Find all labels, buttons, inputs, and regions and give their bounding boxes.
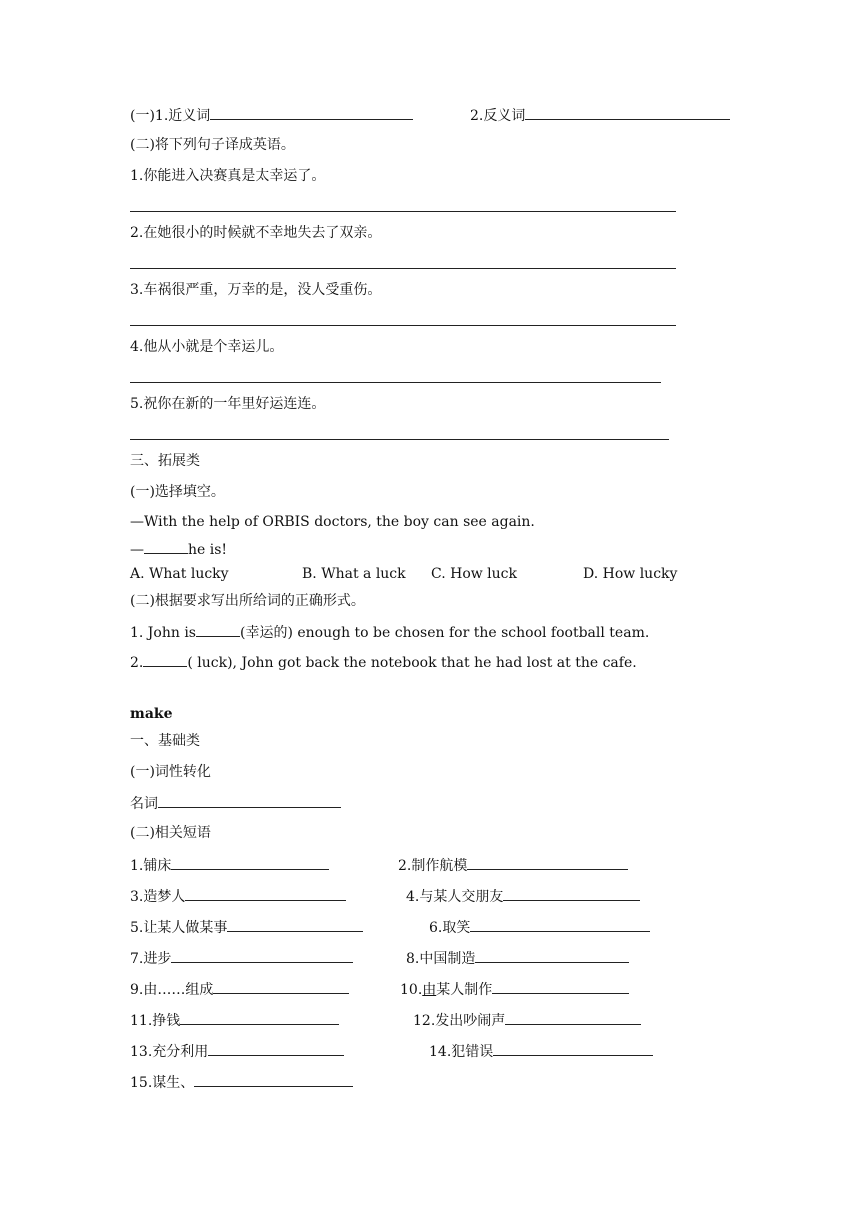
option-d[interactable]: D. How lucky [583, 566, 678, 582]
answer-line-1[interactable] [130, 211, 676, 212]
antonym-row [470, 106, 730, 124]
synonym-label: (一)1.近义词 [130, 108, 211, 124]
phrase-12 [413, 1011, 641, 1029]
phrase-4 [406, 887, 640, 905]
phrase-label: 7.进步 [130, 951, 172, 967]
phrase-10 [400, 980, 629, 998]
word-form-heading: (二)根据要求写出所给词的正确形式。 [130, 593, 365, 609]
phrase-label: 11.挣钱 [130, 1013, 181, 1029]
phrase-blank[interactable] [475, 949, 629, 963]
q1-suffix: (幸运的) enough to be chosen for the school football team. [240, 625, 650, 641]
phrase-13 [130, 1042, 344, 1060]
phrase-label: 14.犯错误 [429, 1044, 494, 1060]
option-a[interactable]: A. What lucky [130, 566, 229, 582]
phrase-label: 13.充分利用 [130, 1044, 209, 1060]
antonym-label: 2.反义词 [470, 108, 526, 124]
phrase-label: 15.谋生、 [130, 1075, 195, 1091]
option-c[interactable]: C. How luck [431, 566, 518, 582]
dialog-suffix: he is! [188, 542, 228, 558]
phrase-blank[interactable] [171, 856, 329, 870]
phrase-label: 6.取笑 [429, 920, 471, 936]
word-form-q2 [130, 653, 637, 671]
answer-line-5[interactable] [130, 439, 669, 440]
noun-row [130, 794, 341, 812]
phrase-label: 12.发出吵闹声 [413, 1013, 506, 1029]
phrase-blank[interactable] [505, 1011, 641, 1025]
phrase-10-underlined: 由 [422, 982, 437, 998]
phrase-10-rest: 某人制作 [436, 982, 493, 998]
phrase-blank[interactable] [470, 918, 650, 932]
phrase-label: 8.中国制造 [406, 951, 476, 967]
phrases-heading: (二)相关短语 [130, 825, 211, 841]
noun-blank[interactable] [158, 794, 341, 808]
dialog-blank[interactable] [144, 540, 188, 554]
phrase-blank[interactable] [171, 949, 353, 963]
phrase-blank[interactable] [227, 918, 363, 932]
make-basic-heading: 一、基础类 [130, 733, 200, 749]
phrase-blank[interactable] [185, 887, 346, 901]
phrase-blank[interactable] [208, 1042, 344, 1056]
dialog-dash: — [130, 542, 144, 558]
phrase-1 [130, 856, 329, 874]
answer-line-2[interactable] [130, 268, 676, 269]
phrase-label: 2.制作航模 [398, 858, 468, 874]
choice-heading: (一)选择填空。 [130, 484, 225, 500]
synonym-blank[interactable] [210, 106, 413, 120]
answer-line-4[interactable] [130, 382, 661, 383]
phrase-blank[interactable] [467, 856, 628, 870]
phrase-blank[interactable] [503, 887, 640, 901]
q2-prefix: 2. [130, 655, 144, 671]
phrase-3 [130, 887, 346, 905]
make-title: make [130, 706, 173, 722]
word-form-q1 [130, 623, 649, 641]
phrase-blank[interactable] [493, 1042, 653, 1056]
phrase-label: 5.让某人做某事 [130, 920, 228, 936]
phrase-label: 9.由……组成 [130, 982, 214, 998]
phrase-7 [130, 949, 353, 967]
phrase-11 [130, 1011, 339, 1029]
synonym-row [130, 106, 413, 124]
translate-sentence-4: 4.他从小就是个幸运儿。 [130, 339, 284, 355]
phrase-9 [130, 980, 349, 998]
dialog-line-1: —With the help of ORBIS doctors, the boy can see again. [130, 514, 535, 530]
phrase-label: 1.铺床 [130, 858, 172, 874]
q1-prefix: 1. John is [130, 625, 196, 641]
part-of-speech-heading: (一)词性转化 [130, 764, 211, 780]
phrase-blank[interactable] [213, 980, 349, 994]
phrase-14 [429, 1042, 653, 1060]
q2-blank[interactable] [143, 653, 187, 667]
translate-sentence-3: 3.车祸很严重，万幸的是，没人受重伤。 [130, 282, 382, 298]
phrase-label: 4.与某人交朋友 [406, 889, 504, 905]
phrase-6 [429, 918, 650, 936]
antonym-blank[interactable] [525, 106, 730, 120]
phrase-blank[interactable] [492, 980, 629, 994]
option-b[interactable]: B. What a luck [302, 566, 406, 582]
dialog-line-2 [130, 540, 227, 558]
translate-sentence-2: 2.在她很小的时候就不幸地失去了双亲。 [130, 225, 382, 241]
section-heading-extension: 三、拓展类 [130, 453, 200, 469]
translate-heading: (二)将下列句子译成英语。 [130, 137, 295, 153]
translate-sentence-5: 5.祝你在新的一年里好运连连。 [130, 396, 326, 412]
q2-suffix: ( luck), John got back the notebook that he had lost at the cafe. [187, 655, 637, 671]
noun-label: 名词 [130, 796, 158, 812]
phrase-15 [130, 1073, 353, 1091]
answer-line-3[interactable] [130, 325, 676, 326]
translate-sentence-1: 1.你能进入决赛真是太幸运了。 [130, 168, 326, 184]
phrase-blank[interactable] [194, 1073, 353, 1087]
phrase-5 [130, 918, 363, 936]
phrase-8 [406, 949, 629, 967]
phrase-label: 10. [400, 982, 423, 998]
phrase-2 [398, 856, 628, 874]
phrase-label: 3.造梦人 [130, 889, 186, 905]
phrase-blank[interactable] [180, 1011, 339, 1025]
q1-blank[interactable] [196, 623, 240, 637]
